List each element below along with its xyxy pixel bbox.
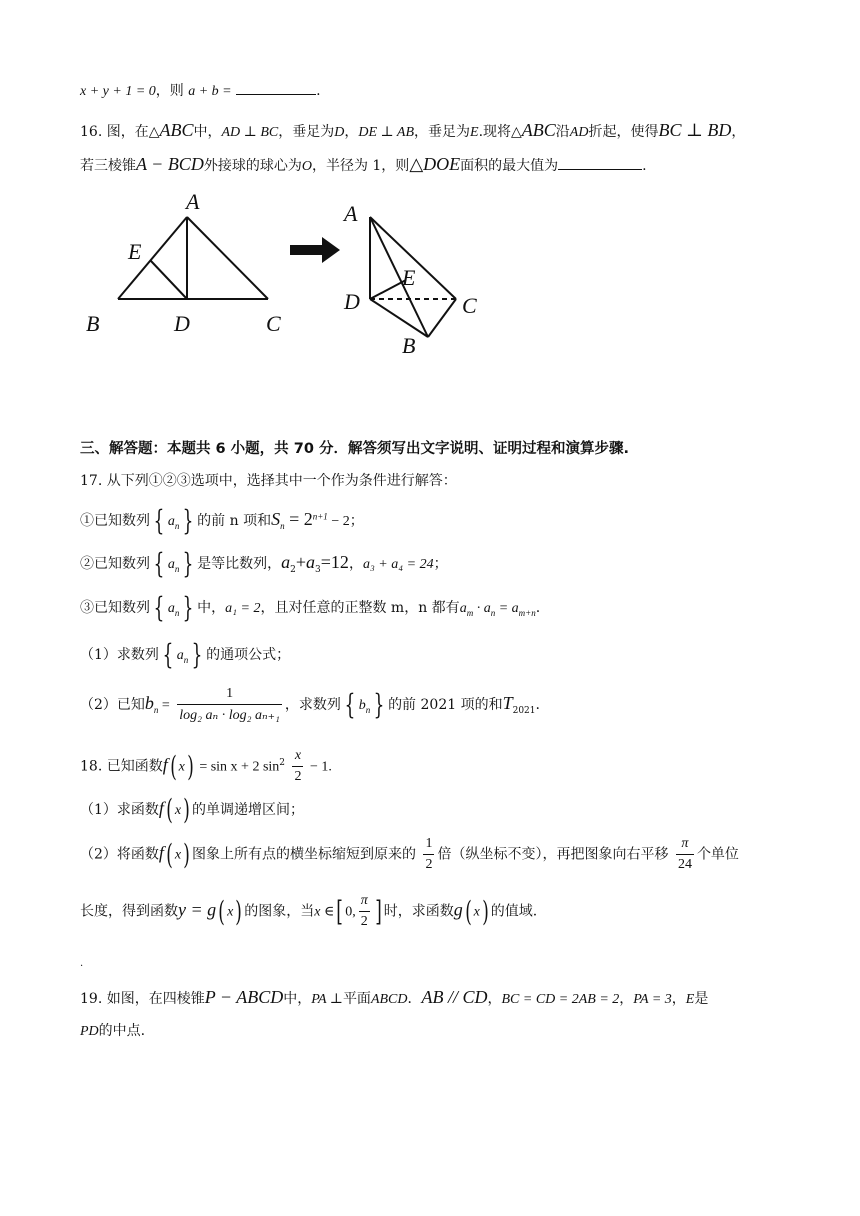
stray-dot: . bbox=[80, 958, 84, 969]
q15-expression: a + b = bbox=[188, 84, 232, 99]
q15-equation: x + y + 1 = 0 bbox=[80, 84, 156, 99]
label-d-left: D bbox=[174, 311, 190, 336]
fraction-one-half: $\frac{1}{2}$ bbox=[425, 836, 433, 872]
label-a-right: A bbox=[344, 201, 358, 226]
fraction-x-over-2: $\frac{x}{2}$ bbox=[294, 748, 302, 784]
label-e-left: E bbox=[128, 239, 142, 264]
q17-part-2: （2）已知$b_n$ = $\frac{1}{\text{log₂ aₙ · log₂ aₙ₊₁}}$ ，求数列 { $b_n$ } 的前 2021 项的和$T_{2021}$. bbox=[80, 686, 540, 723]
label-a-left: A bbox=[186, 189, 200, 214]
q17-option-2: ②已知数列 { $a_n$ } 是等比数列，$a_2+a_3=12$，a₃ + a₄ = 24； bbox=[80, 547, 448, 580]
label-c-left: C bbox=[266, 311, 281, 336]
answer-blank bbox=[236, 82, 316, 95]
label-b-left: B bbox=[86, 311, 100, 336]
label-e-right: E bbox=[402, 265, 416, 290]
label-b-right: B bbox=[402, 333, 416, 358]
q17-intro: 17. 从下列①②③选项中，选择其中一个作为条件进行解答： bbox=[80, 473, 457, 489]
q18-part-1: （1）求函数f( x) 的单调递增区间； bbox=[80, 793, 305, 826]
q16-figure bbox=[70, 185, 570, 385]
label-d-right: D bbox=[344, 289, 360, 314]
q17-option-1: ①已知数列 { $a_n$ } 的前 n 项和$S_n = 2^{n+1} - 2$； bbox=[80, 504, 364, 537]
q18-intro: 18. 已知函数f( x) = sin x + 2 $\sin^2$ $\frac{x}{2}$ − 1. bbox=[80, 748, 332, 784]
q15-tail-line: x + y + 1 = 0，则 a + b = . bbox=[80, 83, 321, 99]
fraction-pi-over-2: $\frac{\pi}{2}$ bbox=[360, 893, 368, 929]
q16-line-1: 16. 图，在△ABC中，AD ⊥ BC，垂足为D，DE ⊥ AB，垂足为E.现将△ABC沿AD折起，使得BC ⊥ BD， bbox=[80, 120, 746, 140]
q18-part-2: （2）将函数f( x) 图象上所有点的横坐标缩短到原来的 $\frac{1}{2}$ 倍（纵坐标不变），再把图象向右平移 $\frac{\pi}{24}$ 个单位 bbox=[80, 836, 739, 872]
label-c-right: C bbox=[462, 293, 477, 318]
q19-line-2: PD的中点. bbox=[80, 1023, 146, 1039]
q18-part-2-cont: 长度，得到函数y = g( x) 的图象，当x ∈[ 0, $\frac{\pi}{2}$ ] 时，求函数g( x) 的值域. bbox=[80, 893, 538, 929]
arrow-icon bbox=[290, 237, 340, 263]
q17-option-3: ③已知数列 { $a_n$ } 中，a₁ = 2，且对任意的正整数 m，n 都有$a_m \cdot a_n = a_{m+n}$. bbox=[80, 591, 541, 624]
q19-line-1: 19. 如图，在四棱锥P − ABCD中，PA ⊥平面ABCD．AB // CD，BC = CD = 2AB = 2，PA = 3，E是 bbox=[80, 987, 709, 1007]
q17-part-1: （1）求数列 { $a_n$ } 的通项公式； bbox=[80, 638, 291, 671]
section-3-heading: 三、解答题：本题共 6 小题，共 70 分．解答须写出文字说明、证明过程和演算步骤. bbox=[80, 441, 629, 457]
fraction-bn: $\frac{1}{\text{log₂ aₙ · log₂ aₙ₊₁}}$ bbox=[179, 686, 280, 723]
q16-line-2: 若三棱锥A − BCD外接球的球心为O，半径为 1，则△DOE面积的最大值为 . bbox=[80, 154, 647, 174]
answer-blank bbox=[558, 157, 642, 170]
fraction-pi-over-24: $\frac{\pi}{24}$ bbox=[677, 836, 692, 872]
